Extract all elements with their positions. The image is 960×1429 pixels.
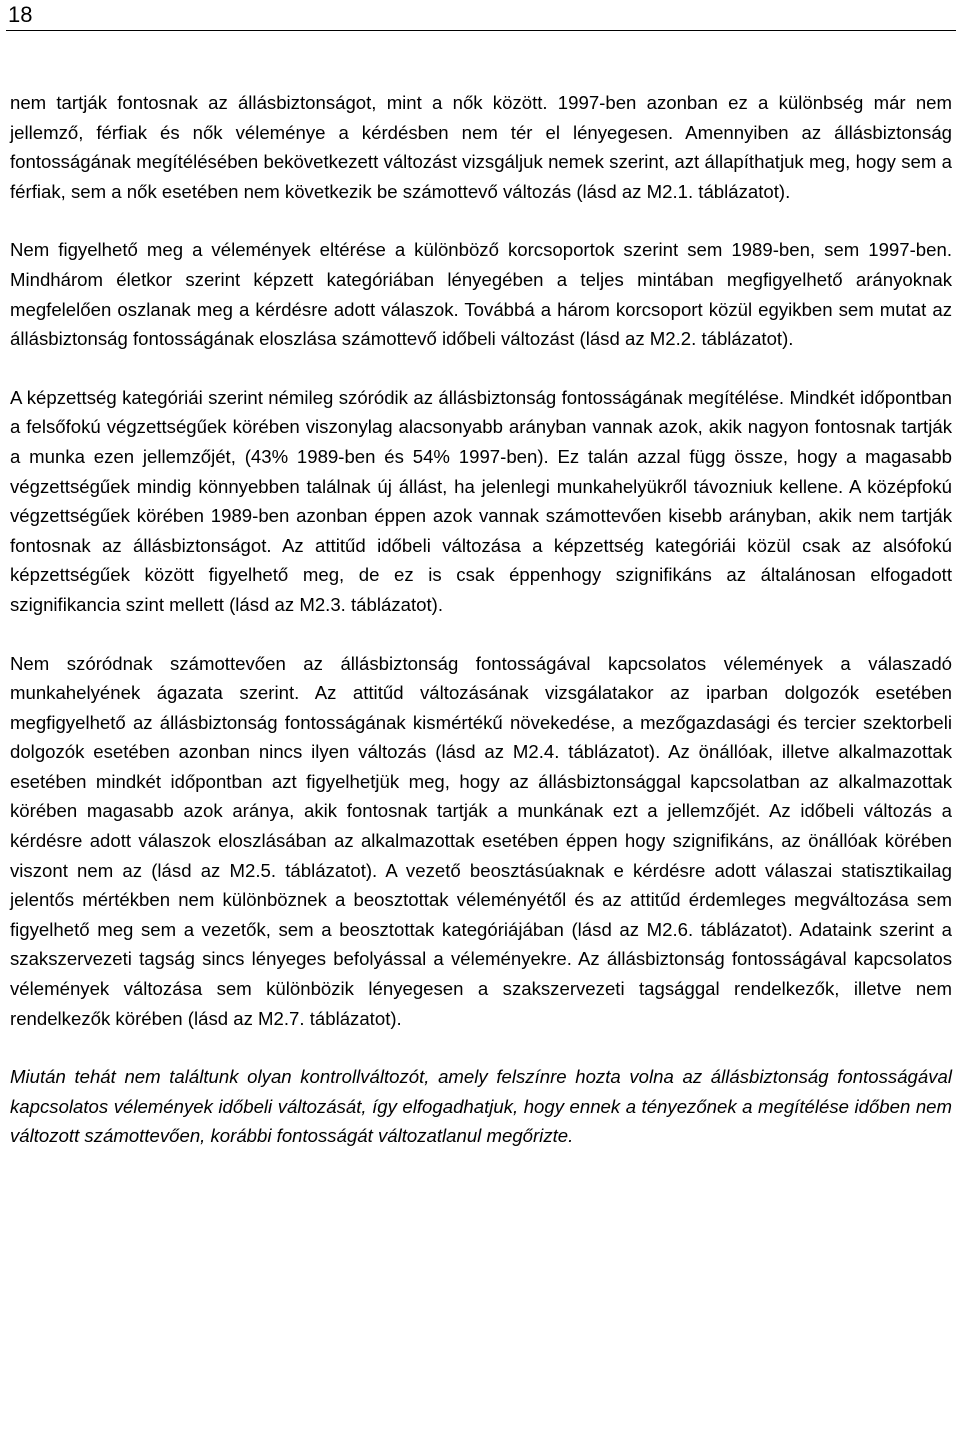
paragraph-conclusion: Miután tehát nem találtunk olyan kontrollváltozót, amely felszínre hozta volna az állásbiztonság fontosságával kapcsolatos vélemények időbeli változását, így elfogadhatjuk, hogy ennek a tényezőnek a megítélése időben nem változott számottevően, korábbi fontosságát változatlanul megőrizte. bbox=[10, 1066, 952, 1147]
page-header bbox=[6, 2, 956, 31]
paragraph-age-groups: Nem figyelhető meg a vélemények eltérése a különböző korcsoportok szerint sem 1989-ben, sem 1997-ben. Mindhárom életkor szerint képzett kategóriában lényegében a teljes mintában megfigyelhető arányoknak megfelelően oszlanak meg a kérdésre adott válaszok. Továbbá a három korcsoport közül egyikben sem mutat az állásbiztonság fontosságának eloszlása számottevő időbeli változást (lásd az M2.2. táblázatot). bbox=[10, 239, 952, 350]
paragraph-education: A képzettség kategóriái szerint némileg szóródik az állásbiztonság fontosságának megítélése. Mindkét időpontban a felsőfokú végzettségűek körében viszonylag alacsonyabb arányban vannak azok, akik nagyon fontosnak tartják a munka ezen jellemzőjét, (43% 1989-ben és 54% 1997-ben). Ez talán azzal függ össze, hogy a magasabb végzettségűek mindig könnyebben találnak új állást, ha jelenlegi munkahelyükről távozniuk kellene. A középfokú végzettségűek körében 1989-ben azonban éppen azok vannak számottevően kisebb arányban, akik nem tartják fontosnak az állásbiztonságot. Az attitűd időbeli változása a képzettség kategóriái közül csak az alsófokú képzettségűek között figyelhető meg, de ez is csak éppenhogy szignifikáns az általánosan elfogadott szignifikancia szint mellett (lásd az M2.3. táblázatot). bbox=[10, 386, 952, 615]
paragraph-sector-employment: Nem szóródnak számottevően az állásbiztonság fontosságával kapcsolatos vélemények a válaszadó munkahelyének ágazata szerint. Az attitűd változásának vizsgálatakor az iparban dolgozók esetében megfigyelhető az állásbiztonság fontosságának kismértékű növekedése, a mezőgazdasági és tercier szektorbeli dolgozók esetében azonban nincs ilyen változás (lásd az M2.4. táblázatot). Az önállóak, illetve alkalmazottak esetében mindkét időpontban azt figyelhetjük meg, hogy az állásbiztonsággal kapcsolatban az alkalmazottak körében magasabb azok aránya, akik fontosnak tartják a munkának ezt a jellemzőjét. Az időbeli változás a kérdésre adott válaszok eloszlásában az alkalmazottak esetében éppen hogy szignifikáns, az önállóak körében viszont nem az (lásd az M2.5. táblázatot). A vezető beosztásúaknak e kérdésre adott válaszai statisztikailag jelentős mértékben nem különböznek a beosztottak véleményétől és az attitűd érdemleges megváltozása sem figyelhető meg sem a vezetők, sem a beosztottak kategóriájában (lásd az M2.6. táblázatot). Adataink szerint a szakszervezeti tagság sincs lényeges befolyással a véleményekre. Az állásbiztonság fontosságával kapcsolatos vélemények változása sem különbözik lényegesen a szakszervezeti tagsággal rendelkezők, illetve nem rendelkezők körében (lásd az M2.7. táblázatot). bbox=[10, 652, 952, 1029]
page-number: 18 bbox=[8, 2, 33, 27]
paragraph-gender: nem tartják fontosnak az állásbiztonságot, mint a nők között. 1997-ben azonban ez a különbség már nem jellemző, férfiak és nők véleménye a kérdésben nem tér el lényegesen. Amennyiben az állásbiztonság fontosságának megítélésében bekövetkezett változást vizsgáljuk nemek szerint, azt állapíthatjuk meg, hogy sem a férfiak, sem a nők esetében nem következik be számottevő változás (lásd az M2.1. táblázatot). bbox=[10, 92, 952, 202]
body-text bbox=[10, 88, 952, 1151]
